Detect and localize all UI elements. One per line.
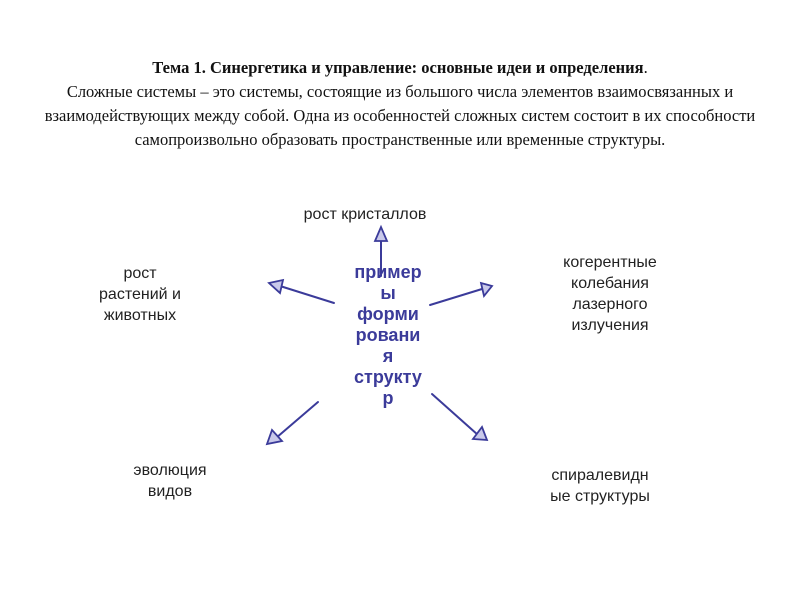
example-crystal-growth-text: рост кристаллов: [303, 206, 427, 223]
example-plant-animal-line-2: растений и: [99, 286, 181, 303]
arrow-upper-left: [280, 286, 334, 303]
example-laser-line-2: колебания: [571, 275, 649, 292]
example-crystal-growth: [285, 204, 445, 225]
arrow-lower-left: [276, 402, 318, 438]
definition-text: Сложные системы – это системы, состоящие из большого числа элементов взаимосвязанных и взаимодействующих между собой. Одна из особенностей сложных систем состоит в их способности самопроизвольно образовать пространственные или временные структуры.: [44, 82, 756, 149]
topic-title: Тема 1. Синергетика и управление: основные идеи и определения: [152, 58, 644, 77]
center-label-examples-of-structure-formation: [338, 262, 438, 409]
arrowhead-upper-left: [269, 280, 283, 293]
arrowhead-upper-right: [481, 283, 492, 296]
topic-title-period: .: [643, 58, 648, 77]
center-line-7: р: [382, 388, 394, 408]
arrowhead-lower-left: [267, 430, 282, 444]
example-plant-animal-growth: [70, 263, 210, 326]
arrowhead-up: [375, 227, 387, 241]
center-line-3: форми: [357, 304, 419, 324]
example-spiral-line-1: спиралевидн: [551, 467, 649, 484]
example-laser-line-4: излучения: [571, 317, 649, 334]
example-spiral-structures: [520, 465, 680, 507]
center-line-5: я: [382, 346, 394, 366]
example-coherent-laser-oscillations: [535, 252, 685, 336]
center-line-6: структу: [354, 367, 422, 387]
example-plant-animal-line-3: животных: [103, 307, 177, 324]
center-line-4: ровани: [355, 325, 421, 345]
example-laser-line-1: когерентные: [563, 254, 657, 271]
example-evolution-line-1: эволюция: [133, 462, 207, 479]
example-laser-line-3: лазерного: [572, 296, 648, 313]
arrow-lower-right: [432, 394, 478, 435]
center-line-2: ы: [380, 283, 396, 303]
center-line-1: пример: [354, 262, 422, 282]
example-species-evolution: [105, 460, 235, 502]
example-spiral-line-2: ые структуры: [550, 488, 650, 505]
example-plant-animal-line-1: рост: [123, 265, 157, 282]
example-evolution-line-2: видов: [147, 483, 193, 500]
